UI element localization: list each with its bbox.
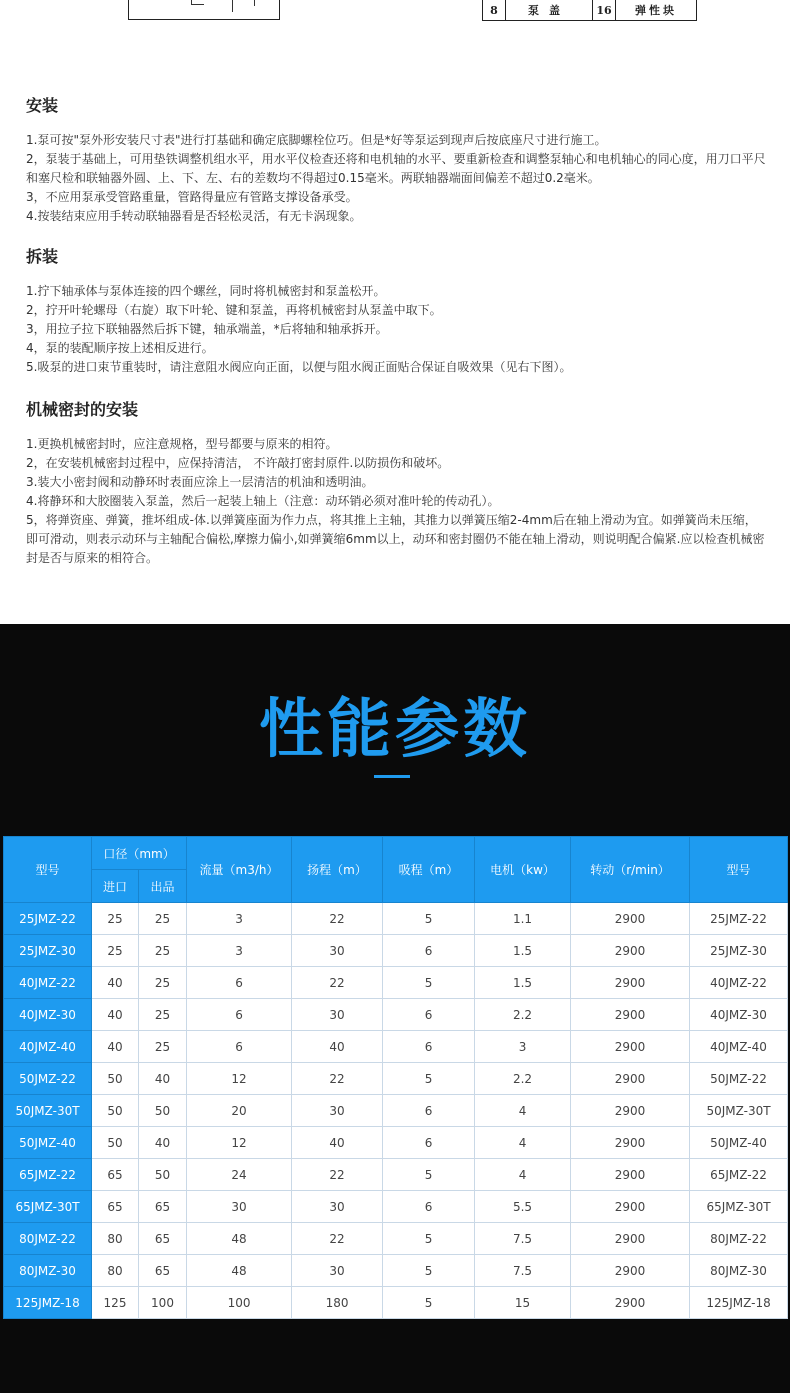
cell-suction: 5 (383, 1287, 475, 1319)
disassembly-section (26, 244, 766, 377)
cell-flow: 12 (187, 1063, 292, 1095)
cell-flow: 3 (187, 935, 292, 967)
cell-motor: 3 (475, 1031, 571, 1063)
cell-model: 40JMZ-40 (4, 1031, 92, 1063)
install-section (26, 93, 766, 226)
cell-suction: 5 (383, 1223, 475, 1255)
cell-model: 65JMZ-22 (4, 1159, 92, 1191)
cell-model-right: 40JMZ-30 (690, 999, 788, 1031)
cell-model: 40JMZ-30 (4, 999, 92, 1031)
cell-flow: 48 (187, 1255, 292, 1287)
cell-model-right: 25JMZ-30 (690, 935, 788, 967)
cell-model-right: 125JMZ-18 (690, 1287, 788, 1319)
cell-outlet: 25 (139, 967, 187, 999)
table-row (4, 1063, 788, 1095)
performance-title: 性能参数 (259, 693, 531, 767)
cell-outlet: 40 (139, 1127, 187, 1159)
cell-model-right: 80JMZ-22 (690, 1223, 788, 1255)
cell-flow: 6 (187, 1031, 292, 1063)
cell-head: 30 (292, 999, 383, 1031)
cell-motor: 2.2 (475, 1063, 571, 1095)
cell-speed: 2900 (571, 935, 690, 967)
cell-suction: 5 (383, 1063, 475, 1095)
header-flow: 流量（m3/h） (187, 837, 292, 903)
part-number: 8 (483, 0, 506, 20)
cell-inlet: 40 (92, 967, 139, 999)
cell-motor: 7.5 (475, 1255, 571, 1287)
cell-speed: 2900 (571, 1159, 690, 1191)
disassembly-instructions (26, 282, 766, 377)
table-row (4, 967, 788, 999)
cell-inlet: 25 (92, 935, 139, 967)
title-underline (374, 775, 410, 778)
header-speed: 转动（r/min） (571, 837, 690, 903)
cell-outlet: 25 (139, 999, 187, 1031)
cell-model-right: 25JMZ-22 (690, 903, 788, 935)
cell-model-right: 80JMZ-30 (690, 1255, 788, 1287)
cell-motor: 1.1 (475, 903, 571, 935)
table-row (4, 1159, 788, 1191)
cell-motor: 4 (475, 1095, 571, 1127)
cell-head: 22 (292, 1063, 383, 1095)
part-name: 泵盖 (506, 0, 593, 20)
table-row (4, 1191, 788, 1223)
cell-speed: 2900 (571, 903, 690, 935)
instruction-line: 3，不应用泵承受管路重量，管路得量应有管路支撑设备承受。 (26, 190, 358, 204)
table-row (4, 1095, 788, 1127)
cell-head: 40 (292, 1127, 383, 1159)
sketch-line (232, 0, 233, 12)
performance-section (0, 624, 790, 1393)
cell-flow: 48 (187, 1223, 292, 1255)
cell-inlet: 50 (92, 1063, 139, 1095)
cell-model: 125JMZ-18 (4, 1287, 92, 1319)
instruction-line: 2，在安装机械密封过程中，应保持清洁， 不许敲打密封原件.以防损伤和破坏。 (26, 456, 450, 470)
cell-motor: 4 (475, 1159, 571, 1191)
cell-flow: 24 (187, 1159, 292, 1191)
cell-flow: 30 (187, 1191, 292, 1223)
sketch-line (254, 0, 255, 6)
header-diameter: 口径（mm） (92, 837, 187, 870)
seal-heading: 机械密封的安装 (26, 400, 139, 419)
header-inlet: 进口 (92, 870, 139, 903)
cell-suction: 5 (383, 903, 475, 935)
table-row (4, 903, 788, 935)
cell-model: 50JMZ-30T (4, 1095, 92, 1127)
cell-inlet: 80 (92, 1255, 139, 1287)
instruction-line: 3，用拉子拉下联轴器然后拆下键，轴承端盖，*后将轴和轴承拆开。 (26, 322, 388, 336)
cell-outlet: 100 (139, 1287, 187, 1319)
instruction-line: 4.按装结束应用手转动联轴器看是否轻松灵活，有无卡涡现象。 (26, 209, 362, 223)
instruction-line: 1.拧下轴承体与泵体连接的四个螺丝，同时将机械密封和泵盖松开。 (26, 284, 386, 298)
cell-speed: 2900 (571, 1287, 690, 1319)
seal-instructions (26, 435, 766, 568)
cell-outlet: 65 (139, 1223, 187, 1255)
cell-model-right: 50JMZ-22 (690, 1063, 788, 1095)
cell-outlet: 50 (139, 1095, 187, 1127)
cell-head: 30 (292, 1255, 383, 1287)
cell-model-right: 65JMZ-30T (690, 1191, 788, 1223)
cell-inlet: 80 (92, 1223, 139, 1255)
cell-suction: 6 (383, 1031, 475, 1063)
cell-model: 50JMZ-22 (4, 1063, 92, 1095)
cell-inlet: 65 (92, 1159, 139, 1191)
table-row (4, 1031, 788, 1063)
cell-head: 180 (292, 1287, 383, 1319)
cell-motor: 7.5 (475, 1223, 571, 1255)
cell-head: 22 (292, 1159, 383, 1191)
cell-speed: 2900 (571, 1095, 690, 1127)
header-head: 扬程（m） (292, 837, 383, 903)
install-instructions (26, 131, 766, 226)
cell-suction: 6 (383, 935, 475, 967)
cell-flow: 20 (187, 1095, 292, 1127)
header-model: 型号 (4, 837, 92, 903)
table-row (4, 1127, 788, 1159)
cell-model-right: 65JMZ-22 (690, 1159, 788, 1191)
instruction-line: 4，泵的装配顺序按上述相反进行。 (26, 341, 214, 355)
cell-flow: 3 (187, 903, 292, 935)
cell-inlet: 25 (92, 903, 139, 935)
cell-suction: 5 (383, 967, 475, 999)
cell-model: 40JMZ-22 (4, 967, 92, 999)
cell-speed: 2900 (571, 1255, 690, 1287)
cell-inlet: 40 (92, 1031, 139, 1063)
cell-flow: 6 (187, 967, 292, 999)
cell-model-right: 40JMZ-22 (690, 967, 788, 999)
cell-speed: 2900 (571, 1127, 690, 1159)
table-row (4, 1223, 788, 1255)
instruction-line: 3.装大小密封阀和动静环时表面应涂上一层清洁的机油和透明油。 (26, 475, 374, 489)
cell-speed: 2900 (571, 1191, 690, 1223)
header-motor: 电机（kw） (475, 837, 571, 903)
cell-head: 30 (292, 1095, 383, 1127)
spec-table-body (4, 903, 788, 1319)
cell-model-right: 50JMZ-30T (690, 1095, 788, 1127)
cell-motor: 2.2 (475, 999, 571, 1031)
table-row (4, 1287, 788, 1319)
cell-inlet: 50 (92, 1095, 139, 1127)
cell-suction: 6 (383, 1191, 475, 1223)
cell-motor: 1.5 (475, 967, 571, 999)
cell-motor: 1.5 (475, 935, 571, 967)
table-row (4, 999, 788, 1031)
cell-model: 50JMZ-40 (4, 1127, 92, 1159)
part-name: 弹性块 (635, 4, 677, 17)
cell-flow: 12 (187, 1127, 292, 1159)
cell-suction: 6 (383, 999, 475, 1031)
instruction-line: 2，泵装于基础上，可用垫铁调整机组水平，用水平仪检查还将和电机轴的水平、要重新检查和调整泵轴心和电机轴心的同心度，用刀口平尺和塞尺检和联轴器外圆、上、下、左、右的差数均不得超过0.15毫米。两联轴器端面间偏差不超过0.2毫米。 (26, 152, 766, 185)
instruction-line: 5.吸泵的进口束节重装时，请注意阻水阀应向正面，以便与阻水阀正面贴合保证自吸效果（见右下图）。 (26, 360, 572, 374)
cell-speed: 2900 (571, 1031, 690, 1063)
cell-motor: 5.5 (475, 1191, 571, 1223)
cell-suction: 6 (383, 1127, 475, 1159)
install-heading: 安装 (26, 96, 59, 115)
seal-section (26, 397, 766, 568)
cell-model: 80JMZ-22 (4, 1223, 92, 1255)
cell-model: 65JMZ-30T (4, 1191, 92, 1223)
cell-motor: 15 (475, 1287, 571, 1319)
header-suction: 吸程（m） (383, 837, 475, 903)
cell-flow: 6 (187, 999, 292, 1031)
cell-outlet: 50 (139, 1159, 187, 1191)
cell-speed: 2900 (571, 1063, 690, 1095)
table-row (4, 935, 788, 967)
parts-list-row (482, 0, 697, 21)
header-model-right: 型号 (690, 837, 788, 903)
cell-suction: 5 (383, 1255, 475, 1287)
disassembly-heading: 拆装 (26, 247, 59, 266)
instruction-line: 1.更换机械密封时，应注意规格，型号都要与原来的相符。 (26, 437, 338, 451)
cell-inlet: 65 (92, 1191, 139, 1223)
spec-table (3, 836, 788, 1319)
cell-head: 22 (292, 1223, 383, 1255)
cell-inlet: 40 (92, 999, 139, 1031)
cell-inlet: 125 (92, 1287, 139, 1319)
cell-suction: 6 (383, 1095, 475, 1127)
cell-outlet: 25 (139, 1031, 187, 1063)
cell-speed: 2900 (571, 1223, 690, 1255)
cell-model: 80JMZ-30 (4, 1255, 92, 1287)
table-row (4, 1255, 788, 1287)
cell-suction: 5 (383, 1159, 475, 1191)
cell-head: 30 (292, 935, 383, 967)
cell-speed: 2900 (571, 967, 690, 999)
cell-outlet: 65 (139, 1255, 187, 1287)
cell-head: 22 (292, 903, 383, 935)
part-number: 16 (593, 0, 616, 20)
instruction-line: 4.将静环和大胶圈装入泵盖，然后一起装上轴上（注意：动环销必须对准叶轮的传动孔）。 (26, 494, 500, 508)
cell-model-right: 40JMZ-40 (690, 1031, 788, 1063)
cell-head: 40 (292, 1031, 383, 1063)
cell-flow: 100 (187, 1287, 292, 1319)
cell-model: 25JMZ-22 (4, 903, 92, 935)
cell-speed: 2900 (571, 999, 690, 1031)
pump-sketch (128, 0, 280, 20)
header-outlet: 出品 (139, 870, 187, 903)
cell-motor: 4 (475, 1127, 571, 1159)
cell-head: 30 (292, 1191, 383, 1223)
cell-outlet: 25 (139, 903, 187, 935)
drawing-fragment (0, 0, 790, 26)
instruction-line: 5，将弹资座、弹簧，推坏组成-体.以弹簧座面为作力点，将其推上主轴，其推力以弹簧压缩2-4mm后在轴上滑动为宜。如弹簧尚未压缩，即可滑动，则表示动环与主轴配合偏松,摩擦力偏小,如弹簧缩6mm以上，动环和密封圈仍不能在轴上滑动，则说明配合偏紧.应以检查机械密封是否与原来的相符合。 (26, 513, 765, 565)
cell-outlet: 65 (139, 1191, 187, 1223)
instruction-line: 1.泵可按"泵外形安装尺寸表"进行打基础和确定底脚螺栓位巧。但是*好等泵运到现声后按底座尺寸进行施工。 (26, 133, 607, 147)
cell-outlet: 40 (139, 1063, 187, 1095)
cell-inlet: 50 (92, 1127, 139, 1159)
cell-model: 25JMZ-30 (4, 935, 92, 967)
sketch-line (191, 0, 204, 5)
cell-model-right: 50JMZ-40 (690, 1127, 788, 1159)
instruction-line: 2，拧开叶轮螺母（右旋）取下叶轮、键和泵盖，再将机械密封从泵盖中取下。 (26, 303, 442, 317)
cell-outlet: 25 (139, 935, 187, 967)
cell-head: 22 (292, 967, 383, 999)
